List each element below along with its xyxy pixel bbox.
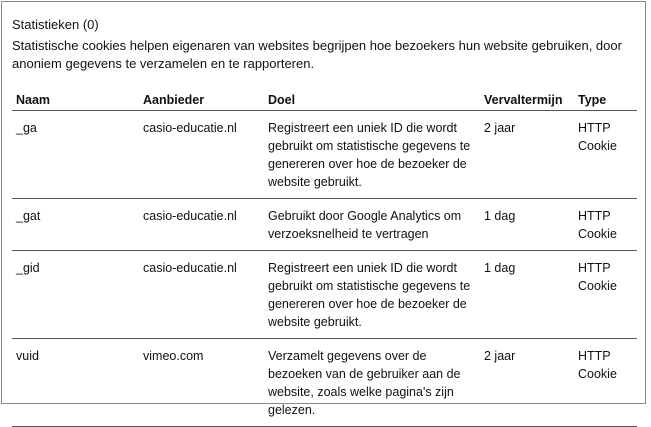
cookie-purpose: Registreert een uniek ID die wordt gebruikt om statistische gegevens te genereren over hoe de bezoeker de website gebruikt. xyxy=(264,111,480,199)
cookie-expiry: 1 dag xyxy=(480,199,574,251)
table-row xyxy=(12,339,637,427)
cookie-purpose: Registreert een uniek ID die wordt gebruikt om statistische gegevens te genereren over hoe de bezoeker de website gebruikt. xyxy=(264,251,480,339)
cookie-provider: casio-educatie.nl xyxy=(139,251,264,339)
cookie-purpose: Verzamelt gegevens over de bezoeken van de gebruiker aan de website, zoals welke pagina's zijn gelezen. xyxy=(264,339,480,427)
cookie-expiry: 2 jaar xyxy=(480,339,574,427)
cookie-name: vuid xyxy=(12,339,139,427)
cookie-name: _gid xyxy=(12,251,139,339)
cookie-type: HTTP Cookie xyxy=(574,339,637,427)
cookie-provider: casio-educatie.nl xyxy=(139,199,264,251)
cookie-name: _gat xyxy=(12,199,139,251)
column-header-name: Naam xyxy=(12,90,139,111)
table-header-row xyxy=(12,90,637,111)
cookie-type: HTTP Cookie xyxy=(574,111,637,199)
cookie-provider: vimeo.com xyxy=(139,339,264,427)
table-row xyxy=(12,199,637,251)
cookie-expiry: 1 dag xyxy=(480,251,574,339)
cookie-table xyxy=(12,90,637,427)
column-header-expiry: Vervaltermijn xyxy=(480,90,574,111)
column-header-purpose: Doel xyxy=(264,90,480,111)
cookie-name: _ga xyxy=(12,111,139,199)
table-row xyxy=(12,111,637,199)
section-description: Statistische cookies helpen eigenaren van websites begrijpen hoe bezoekers hun website gebruiken, door anoniem gegevens te verzamelen en te rapporteren. xyxy=(12,38,622,71)
cookie-provider: casio-educatie.nl xyxy=(139,111,264,199)
cookie-type: HTTP Cookie xyxy=(574,251,637,339)
column-header-provider: Aanbieder xyxy=(139,90,264,111)
column-header-type: Type xyxy=(574,90,637,111)
statistics-cookie-panel xyxy=(1,1,646,417)
table-row xyxy=(12,251,637,339)
cookie-purpose: Gebruikt door Google Analytics om verzoeksnelheid te vertragen xyxy=(264,199,480,251)
section-title: Statistieken (0) xyxy=(12,17,99,32)
cookie-type: HTTP Cookie xyxy=(574,199,637,251)
cookie-expiry: 2 jaar xyxy=(480,111,574,199)
